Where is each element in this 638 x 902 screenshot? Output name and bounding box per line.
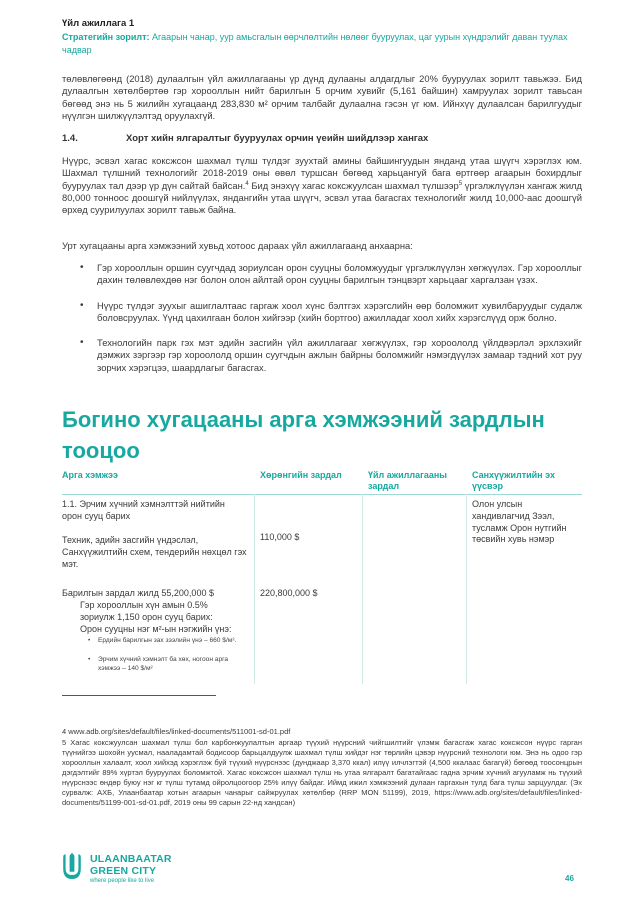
table-header-measure: Арга хэмжээ [62,470,118,480]
running-header-goal [62,31,582,56]
logo-line-1: ULAANBAATAR [90,853,172,865]
table-header-source: Санхүүжилтийн эх үүсвэр [472,470,555,491]
footnote-5: 5 Хагас коксжуулсан шахмал түлш бол карбонжуулалтын аргаар түүхий нүүрсний чийгшилтийг үлэмж багасгаж хагас коксжсон нүүрс гарган түүнийгээ шохойн уусмал, нааладамтай бодисоор барьцалдуулж шахмал түлш хийдэг нэг төрлийн цэвэр нүүрсний технологи юм. Энэ нь одоо гэр хорооллын халаалт, хоол хийхэд хэрэглэж буй түүхий нүүрснээс (дунджаар 3,370 ккал) илүү илчлэгтэй (4,500 ккалаас багагүй) бөгөөд тоосонцрын дэгдэлтийг 89% хүртэл бууруулах боломжтой. Хагас коксжсон шахмал түлш нь утаа ялгаралт багатайгаас гадна эрчим хүчний агууламж нь түүхий нүүрснээс өндөр буюу нэг кг түлш тутамд ойролцоогоор 25% илүү байдаг. Иймд ижил хэмжээний дулаан гаргахын тулд бага түлш зарцуулдаг. (Эх сурвалж: АХБ, Улаанбаатар хотын агаарын чанарыг сайжруулах хөтөлбөр (RRP MON 51199), 2019, https://www.adb.org/sites/default/files/linked-documents/51199-001-sd-01.pdf, 2019 оны 99 сарын 22-нд хандсан) [62,738,582,807]
table-cell-row2-capex: 220,800,000 $ [260,588,318,598]
section-number: 1.4. [62,133,78,144]
table-header-opex: Үйл ажиллагааны зардал [368,470,447,491]
list-item-text: Гэр хорооллын оршин суугчдад зориулсан орон сууцны боломжуудыг үргэлжлүүлэн хөгжүүлэх. Гэр хорооллыг дахин төлөвлөхдөө нэг болон олон айлтай орон сууцны барилгын тэнцвэрт харьцааг харгалзан үзэх. [97,262,582,286]
table-cell-row2-sub1-text: Ердийн барилгын зах зээлийн үнэ – 660 $/м². [98,637,237,644]
list-item-text: Технологийн парк гэх мэт эдийн засгийн үйл ажиллагааг хөгжүүлэх, гэр хороололд үйлдвэрлэл эрхлэхийг дэмжих зэргээр гэр хороололд оршин суугчдын ажлын байрны боломжийг нэмэгдүүлэх замаар тэдний хот руу зорчих хэрэгцээ, шаардлагыг багасгах. [97,337,582,373]
bullet-icon: • [80,337,84,349]
running-header-title: Үйл ажиллага 1 [62,18,135,29]
paragraph-filters-part-a: Нүүрс, эсвэл хагас коксжсон шахмал түлш түлдэг зуухтай амины байшингуудын янданд утаа шүүгч хэрэглэх юм. Шахмал түлшний технологийг 2018-2019 оны өвөл туршсан бөгөөд харьцангуй бага өртгөөр агаарын бохирдлыг бууруулах тал дээр үр дүн сайтай байсан. [62,155,582,191]
paragraph-filters-part-b: Бид энэхүү хагас коксжуулсан шахмал түлшээр [248,179,459,191]
table-cell-row2-line3 [80,624,252,636]
goal-label: Стратегийн зорилт: [62,32,150,42]
goal-text: Агаарын чанар, уур амьсгалын өөрчлөлтийн нөлөөг бууруулах, цаг уурын хүндрэлийг даван туулах чадвар [62,32,568,55]
table-cell-row2-line1: Гэр хорооллын хүн амын 0.5% [80,600,208,610]
table-cell-row2-title: Барилгын зардал жилд 55,200,000 $ [62,588,214,598]
page-number: 46 [565,874,574,883]
cost-estimate-heading: Богино хугацааны арга хэмжээний зардлын тооцоо [62,407,545,463]
paragraph-filters-part-c: үргэлжлүүлэн хангаж жилд 80,000 тонноос доошгүй нийлүүлэх, яндангийн утаа шүүгч, эсвэл утаа багасгах технологийг жилд 10,000-аас доошгүй өрхөд суурилуулах зорилт тавьж байна. [62,179,583,216]
list-item [62,337,582,374]
list-item [62,262,582,287]
paragraph-filters [62,155,582,216]
logo-tagline: where people like to live [90,878,155,884]
table-cell-row2-sub1 [88,637,248,646]
table-cell-row1-desc: Техник, эдийн засгийн үндэслэл, Санхүүжилтийн схем, тендерийн нөхцөл гэх мэт. [62,535,247,569]
footnote-ref-4[interactable]: 4 [245,180,249,187]
table-divider [254,494,255,684]
table-cell-row1-source: Олон улсын хандивлагчид Зээл, тусламж Орон нутгийн төсвийн хувь нэмэр [472,499,567,545]
logo-line-2: GREEN CITY [90,865,157,877]
city-logo-icon [60,852,84,882]
list-item [62,300,582,325]
table-cell-row2-sub2-text: Эрчим хүчний хэмнэлт ба хөх, ногоон арга хэмжээ – 140 $/м² [98,656,229,672]
table-divider [362,494,363,684]
bullet-icon: • [80,262,84,273]
table-header-capex: Хөрөнгийн зардал [260,470,342,480]
list-item-text: Нүүрс түлдэг зуухыг ашиглалтаас гаргаж хоол хүнс бэлтгэх хэрэгслийн өөр боломжит хувилбаруудыг судалж боловсруулах. Үүнд цахилгаан болон хийгээр (хийн бортгоо) ажилладаг хоол хийх хэрэгслүүд орж болно. [97,299,582,323]
table-cell-row1-capex: 110,000 $ [260,532,300,542]
bullet-icon: • [80,299,84,311]
table-cell-row2-line3-text: Орон сууцны нэг м²-ын нэгжийн үнэ: [80,624,232,634]
table-cell-row1-title: 1.1. Эрчим хүчний хэмнэлттэй нийтийн орон сууц барих [62,499,225,521]
footnote-separator [62,695,216,696]
table-header-row [62,468,582,495]
bullet-icon: • [88,656,91,663]
section-heading-1-4 [62,133,428,144]
paragraph-insulation: төлөвлөгөөнд (2018) дулаалгын үйл ажиллагааны үр дүнд дулааны алдагдлыг 20% бууруулах зорилт тавьжээ. Бид дулаалгын хөтөлбөртөө гэр хорооллын нийт барилгын 5 орчим хувийг (5,161 байшин) хамруулах зорилт тавьсан бөгөөд энэ нь 5 жилийн хугацаанд 283,830 м² орчим талбайг дулаална гэсэн үг юм. Ийнхүү дулаалсан барилгуудыг нүүлгэн шилжүүлэлтэд оруулахгүй. [62,73,582,121]
table-cell-row2-sub2 [88,656,248,673]
footnote-ref-5[interactable]: 5 [458,180,463,187]
paragraph-long-term-intro: Урт хугацааны арга хэмжээний хувьд хотоос дараах үйл ажиллагаанд анхаарна: [62,240,413,251]
table-divider [466,494,467,684]
footnote-4: 4 www.adb.org/sites/default/files/linked-documents/511001-sd-01.pdf [62,727,291,736]
section-title: Хорт хийн ялгаралтыг бууруулах орчин үеийн шийдлээр хангах [126,133,429,144]
long-term-bullet-list [62,262,582,387]
table-cell-row2-line2: зориулж 1,150 орон сууц барих: [80,612,213,622]
bullet-icon: • [88,637,91,644]
